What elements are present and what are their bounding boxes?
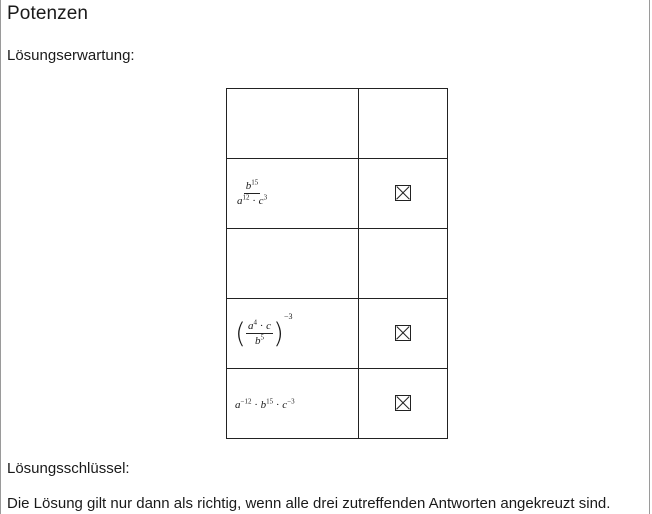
solution-key-text: Die Lösung gilt nur dann als richtig, wenn alle drei zutreffenden Antworten angekreuzt sind. (7, 495, 611, 512)
checked-box-icon (395, 395, 411, 411)
table-row (227, 229, 448, 299)
checkbox-cell (359, 369, 448, 439)
product-expression: $a^{-12} \cdot b^{15} \cdot c^{-3}$ (235, 396, 295, 411)
solution-key-label: Lösungsschlüssel: (7, 460, 130, 477)
fraction-expression: $\frac{b^{15}}{a^{12} \cdot c^3}$ (237, 178, 268, 207)
checkbox-cell (359, 89, 448, 159)
expression-cell (227, 159, 359, 229)
answer-table (226, 88, 448, 439)
expression-cell (227, 89, 359, 159)
expectation-label: Lösungserwartung: (7, 47, 135, 64)
checkbox-cell (359, 299, 448, 369)
table-row (227, 159, 448, 229)
expression-cell (227, 229, 359, 299)
expression-cell (227, 299, 359, 369)
table-row (227, 299, 448, 369)
checked-box-icon (395, 185, 411, 201)
page-title: Potenzen (7, 3, 89, 24)
expression-cell (227, 369, 359, 439)
checkbox-cell (359, 159, 448, 229)
table-row (227, 369, 448, 439)
power-of-fraction-expression: ( $\frac{a^4 \cdot c}{b^5}$ )$^{-3}$ (235, 311, 293, 350)
checkbox-cell (359, 229, 448, 299)
checked-box-icon (395, 325, 411, 341)
table-row (227, 89, 448, 159)
